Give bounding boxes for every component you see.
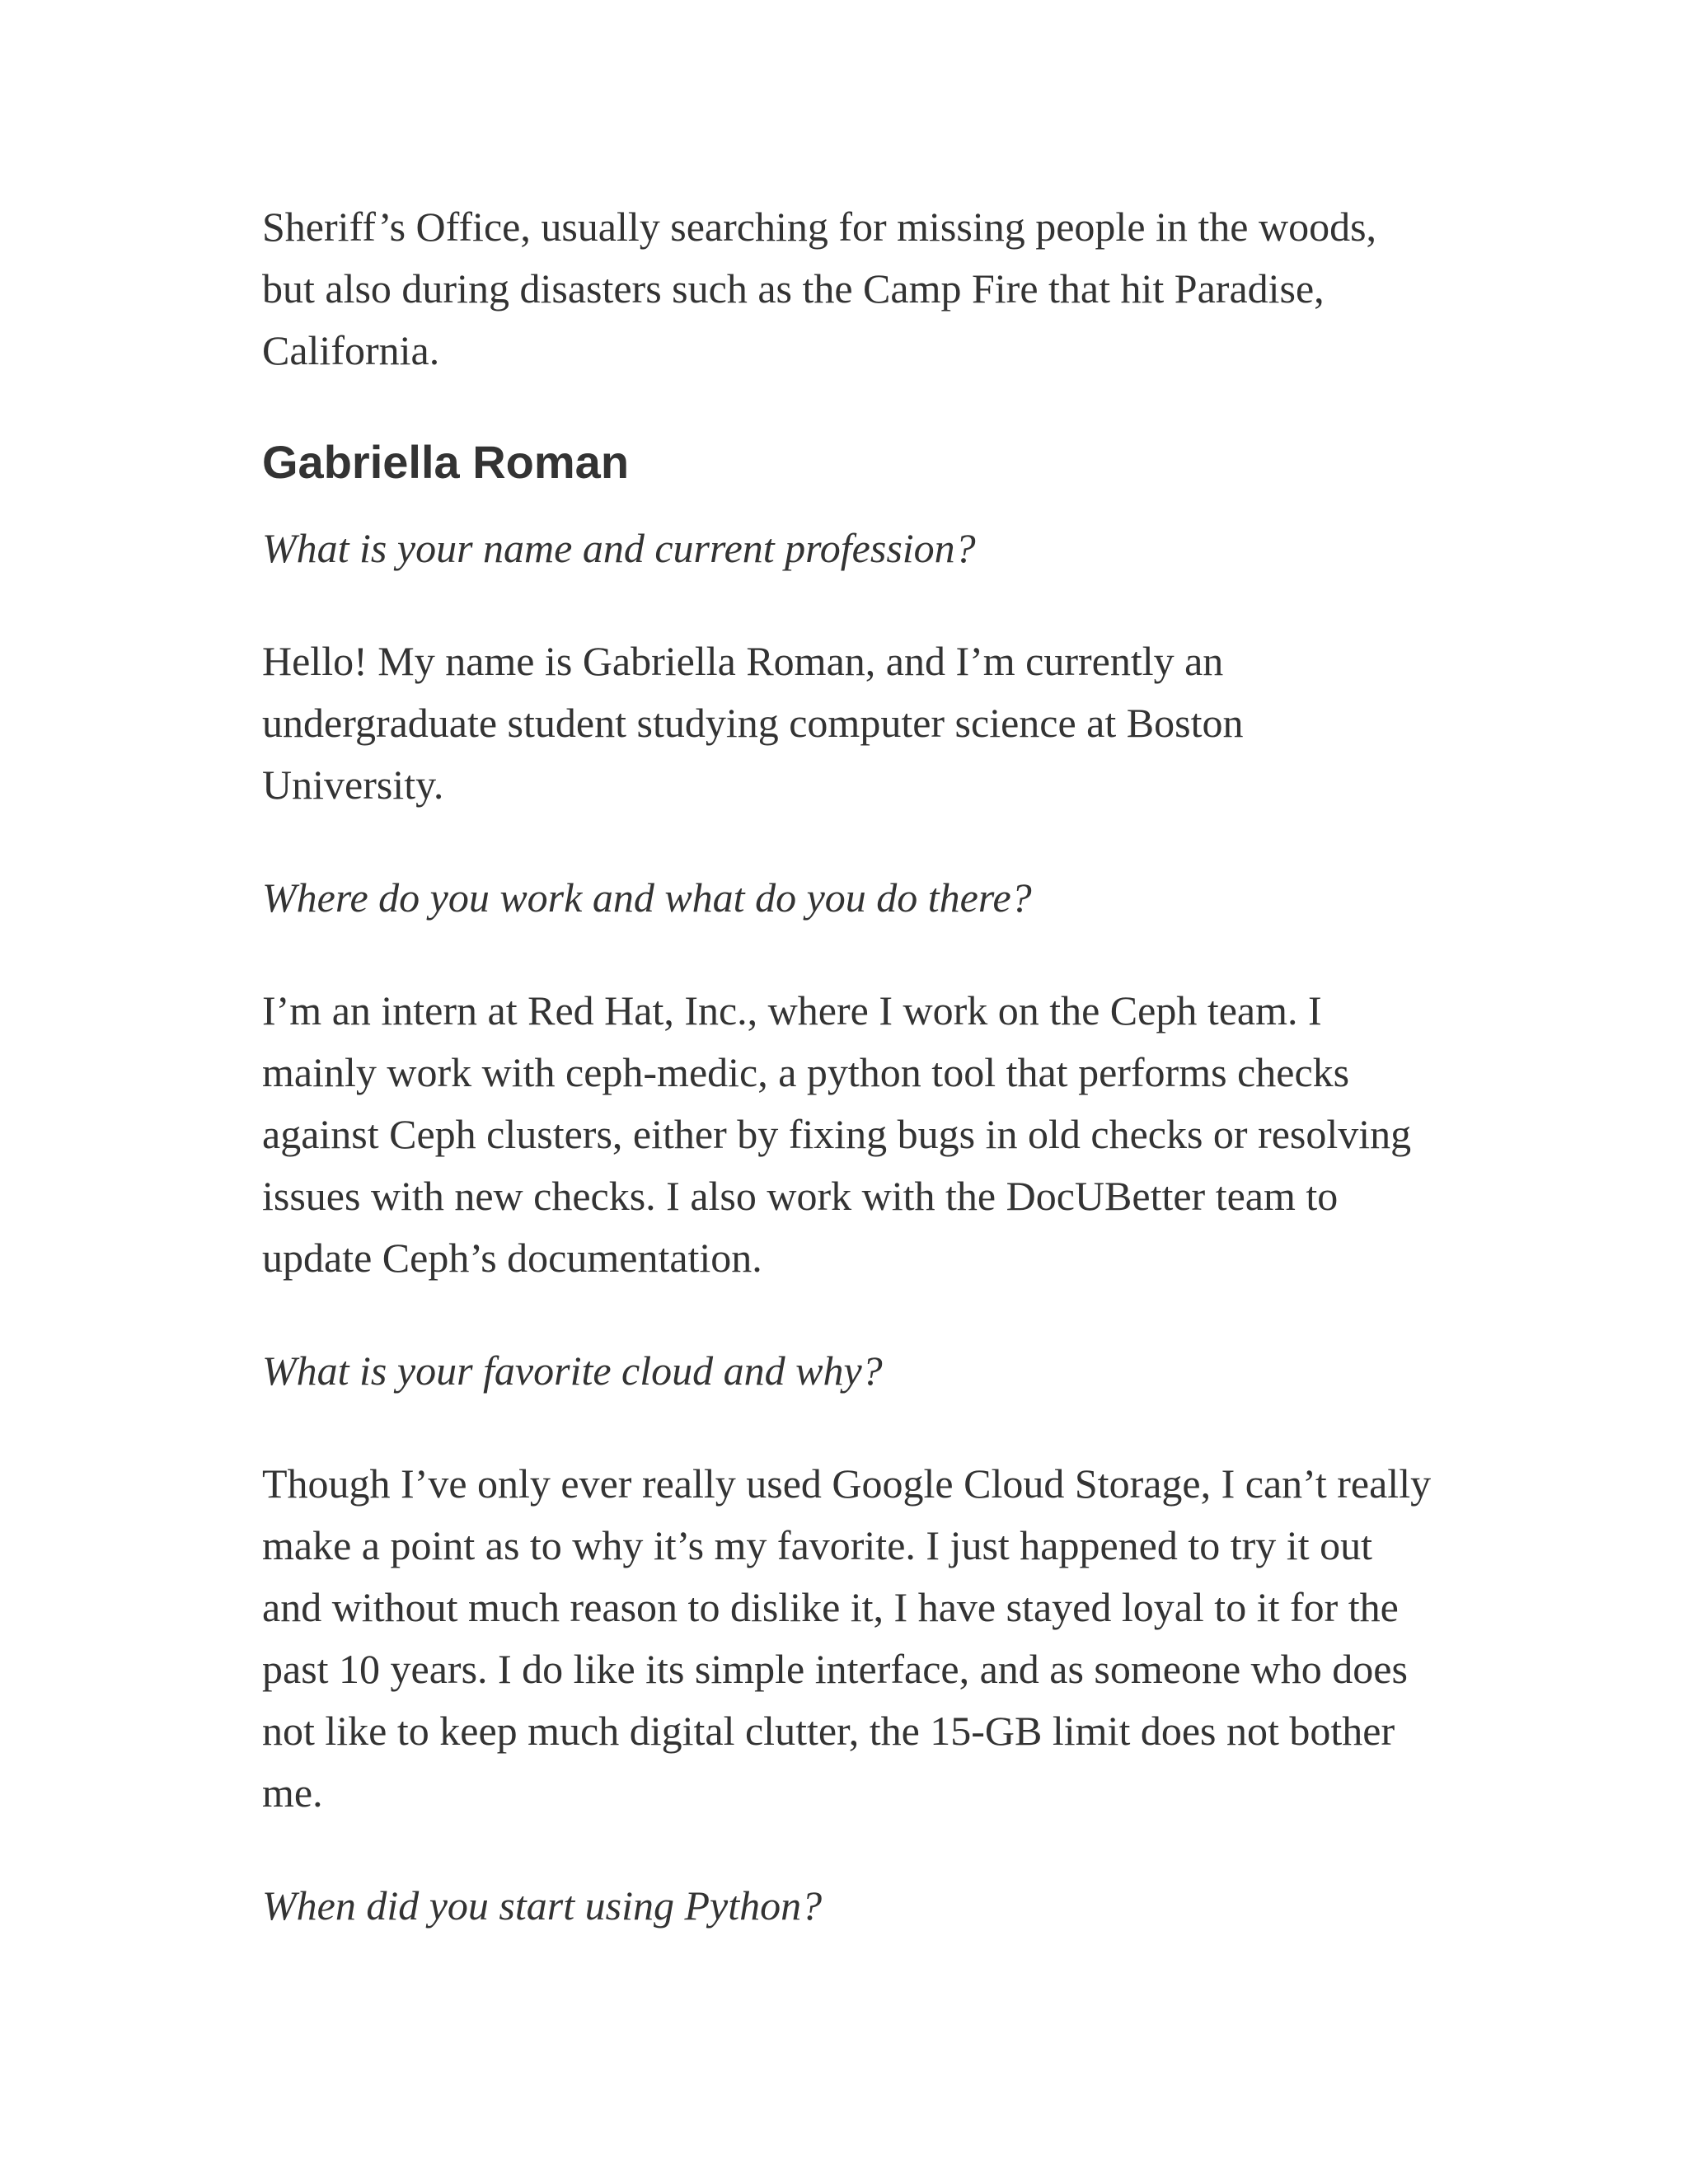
question-4: When did you start using Python? — [262, 1882, 823, 1929]
intro-paragraph: Sheriff’s Office, usually searching for missing people in the woods, but also during disasters such as the Camp Fire that hit Paradise, California. — [262, 204, 1377, 373]
article-body — [262, 196, 1432, 1988]
question-1: What is your name and current profession? — [262, 525, 976, 571]
question-3: What is your favorite cloud and why? — [262, 1347, 883, 1394]
answer-2: I’m an intern at Red Hat, Inc., where I work on the Ceph team. I mainly work with ceph-medic, a python tool that performs checks against Ceph clusters, either by fixing bugs in old checks or resolving issues with new checks. I also work with the DocUBetter team to update Ceph’s documentation. — [262, 987, 1412, 1281]
answer-3: Though I’ve only ever really used Google Cloud Storage, I can’t really make a point as to why it’s my favorite. I just happened to try it out and without much reason to dislike it, I have stayed loyal to it for the past 10 years. I do like its simple interface, and as someone who does not like to keep much digital clutter, the 15-GB limit does not bother me. — [262, 1460, 1432, 1816]
answer-1: Hello! My name is Gabriella Roman, and I’m currently an undergraduate student studying computer science at Boston University. — [262, 638, 1244, 808]
section-heading: Gabriella Roman — [262, 436, 630, 488]
question-2: Where do you work and what do you do there? — [262, 874, 1032, 921]
